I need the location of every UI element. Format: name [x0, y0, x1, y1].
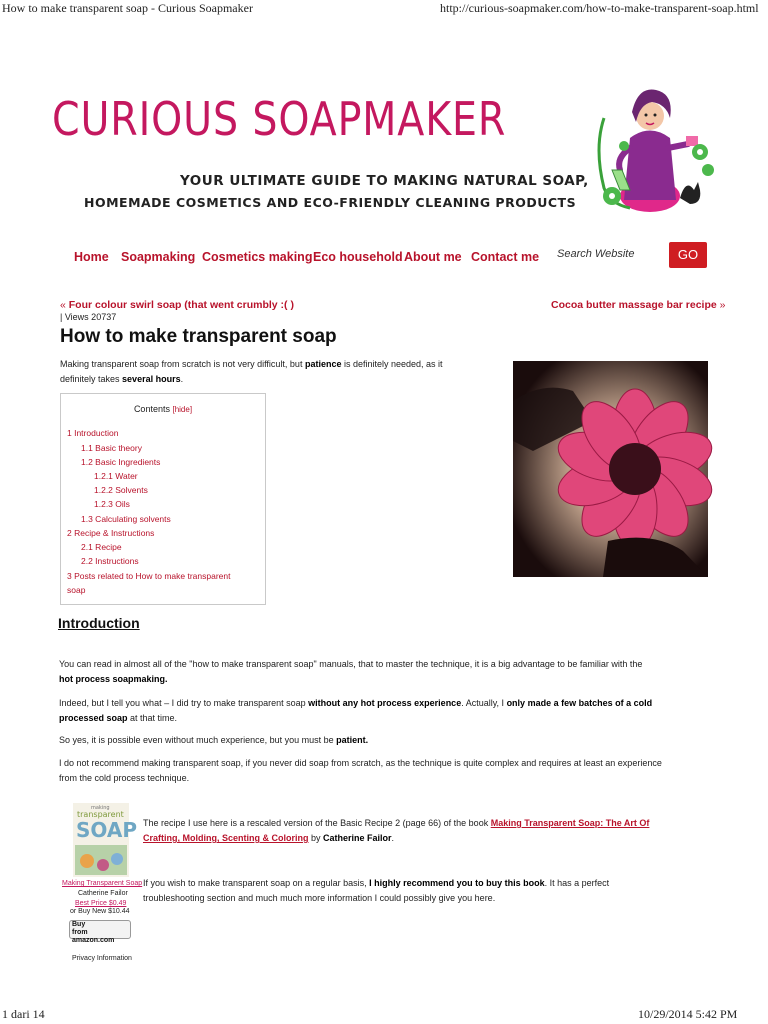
paragraph-text: from the cold process technique.: [59, 773, 190, 783]
paragraph-bold: patient.: [336, 735, 369, 745]
intro-paragraph-3: [59, 733, 719, 748]
toc-heading: [61, 404, 265, 414]
print-page-title: How to make transparent soap - Curious Soapmaker: [2, 1, 253, 15]
paragraph-text: . Actually, I: [461, 698, 507, 708]
paragraph-bold: I highly recommend you to buy this book: [369, 878, 545, 888]
table-of-contents: [60, 393, 266, 605]
toc-hide-toggle[interactable]: [hide]: [172, 405, 193, 414]
book-cover-text-soap: SOAP: [76, 818, 138, 842]
search-go-button[interactable]: GO: [669, 242, 707, 268]
nav-home[interactable]: Home: [74, 250, 109, 264]
site-tagline-line2: HOMEMADE COSMETICS AND ECO-FRIENDLY CLEANING PRODUCTS: [84, 195, 577, 210]
next-post-link[interactable]: [551, 299, 726, 311]
book-paragraph: [143, 816, 723, 846]
buy-label: Buy: [72, 921, 86, 928]
print-page-number: 1 dari 14: [2, 1007, 45, 1021]
paragraph-text: . It has a perfect: [544, 878, 610, 888]
lead-text: definitely takes: [60, 374, 123, 384]
paragraph-text: I do not recommend making transparent soap, if you never did soap from scratch, as the technique is quite complex and requires at least an experience: [59, 758, 662, 768]
nav-soapmaking[interactable]: Soapmaking: [121, 250, 196, 264]
book-cover-graphic: [73, 803, 138, 877]
lead-bold: several hours: [122, 374, 181, 384]
privacy-info-link[interactable]: Privacy Information: [72, 955, 132, 962]
lead-bold: patience: [304, 359, 342, 369]
paragraph-bold: only made a few batches of a cold: [506, 698, 653, 708]
toc-item[interactable]: 2 Recipe & Instructions: [67, 528, 155, 538]
book-cover-text-making: making: [91, 805, 110, 811]
book-title-link[interactable]: Crafting, Molding, Scenting & Coloring: [143, 833, 309, 843]
paragraph-bold: Catherine Failor: [323, 833, 392, 843]
lead-text: is definitely needed, as it: [341, 359, 443, 369]
intro-paragraph-1: [59, 657, 719, 687]
toc-item[interactable]: soap: [67, 585, 86, 595]
nav-about-me[interactable]: About me: [404, 250, 462, 264]
paragraph-text: If you wish to make transparent soap on a regular basis,: [143, 878, 370, 888]
toc-item[interactable]: 1.2 Basic Ingredients: [81, 457, 161, 467]
next-arrow-icon: »: [719, 299, 726, 311]
view-count: | Views 20737: [60, 312, 117, 322]
prev-post-link[interactable]: [60, 299, 294, 311]
site-tagline-line1: YOUR ULTIMATE GUIDE TO MAKING NATURAL SOAP,: [180, 173, 589, 189]
article-lead: [60, 357, 480, 387]
prev-post-label: Four colour swirl soap (that went crumbly :( ): [68, 299, 294, 311]
paragraph-bold: without any hot process experience: [308, 698, 462, 708]
paragraph-bold: hot process soapmaking.: [59, 674, 168, 684]
section-heading-introduction: Introduction: [58, 615, 140, 631]
amazon-logo: amazon.com: [72, 937, 115, 944]
toc-item[interactable]: 1.2.2 Solvents: [94, 485, 148, 495]
book-cover-text-transparent: transparent: [77, 810, 124, 819]
transparent-soap-photo: [513, 361, 708, 577]
book-author: Catherine Failor: [78, 890, 128, 897]
toc-item[interactable]: 2.1 Recipe: [81, 542, 122, 552]
lead-text: .: [180, 374, 184, 384]
mascot-illustration: [590, 78, 720, 223]
paragraph-text: at that time.: [127, 713, 178, 723]
recommend-paragraph: [143, 876, 723, 906]
paragraph-text: troubleshooting section and much much more information I could possibly give you here.: [143, 893, 496, 903]
next-post-label: Cocoa butter massage bar recipe: [551, 299, 717, 311]
soap-flower-image: [513, 361, 708, 577]
search-input[interactable]: Search Website: [557, 248, 635, 260]
paragraph-text: So yes, it is possible even without much experience, but you must be: [59, 735, 337, 745]
toc-item[interactable]: 1.2.3 Oils: [94, 499, 130, 509]
toc-item[interactable]: 1.2.1 Water: [94, 471, 138, 481]
lead-text: Making transparent soap from scratch is not very difficult, but: [60, 359, 305, 369]
paragraph-text: .: [391, 833, 395, 843]
book-title-link[interactable]: Making Transparent Soap: The Art Of: [490, 818, 650, 828]
from-label: from: [72, 929, 88, 936]
paragraph-bold: processed soap: [59, 713, 128, 723]
book-cover-image[interactable]: [73, 803, 138, 877]
paragraph-text: You can read in almost all of the "how to make transparent soap" manuals, that to master the technique, it is a big advantage to be familiar with the: [59, 659, 643, 669]
toc-heading-label: Contents: [133, 404, 170, 414]
nav-contact-me[interactable]: Contact me: [471, 250, 540, 264]
book-link[interactable]: Making Transparent Soap: [62, 880, 143, 887]
intro-paragraph-4: [59, 756, 719, 786]
book-best-price[interactable]: Best Price $0.49: [75, 900, 127, 907]
toc-item[interactable]: 3 Posts related to How to make transparent: [67, 571, 231, 581]
print-datetime: 10/29/2014 5:42 PM: [638, 1007, 738, 1021]
book-buy-new: or Buy New $10.44: [70, 908, 130, 915]
nav-cosmetics-making[interactable]: Cosmetics making: [202, 250, 313, 264]
article-title: How to make transparent soap: [60, 326, 337, 347]
nav-eco-household[interactable]: Eco household: [313, 250, 403, 264]
prev-arrow-icon: «: [60, 299, 66, 311]
site-logo[interactable]: CURIOUS SOAPMAKER: [52, 92, 507, 146]
toc-item[interactable]: 1.1 Basic theory: [81, 443, 142, 453]
buy-from-amazon-button[interactable]: [69, 920, 131, 944]
paragraph-text: by: [308, 833, 324, 843]
paragraph-text: The recipe I use here is a rescaled version of the Basic Recipe 2 (page 66) of the book: [143, 818, 491, 828]
paragraph-text: Indeed, but I tell you what – I did try to make transparent soap: [59, 698, 309, 708]
toc-item[interactable]: 2.2 Instructions: [81, 556, 139, 566]
toc-item[interactable]: 1 Introduction: [67, 428, 119, 438]
toc-item[interactable]: 1.3 Calculating solvents: [81, 514, 171, 524]
intro-paragraph-2: [59, 696, 719, 726]
print-page-url: http://curious-soapmaker.com/how-to-make-transparent-soap.html: [440, 1, 759, 15]
